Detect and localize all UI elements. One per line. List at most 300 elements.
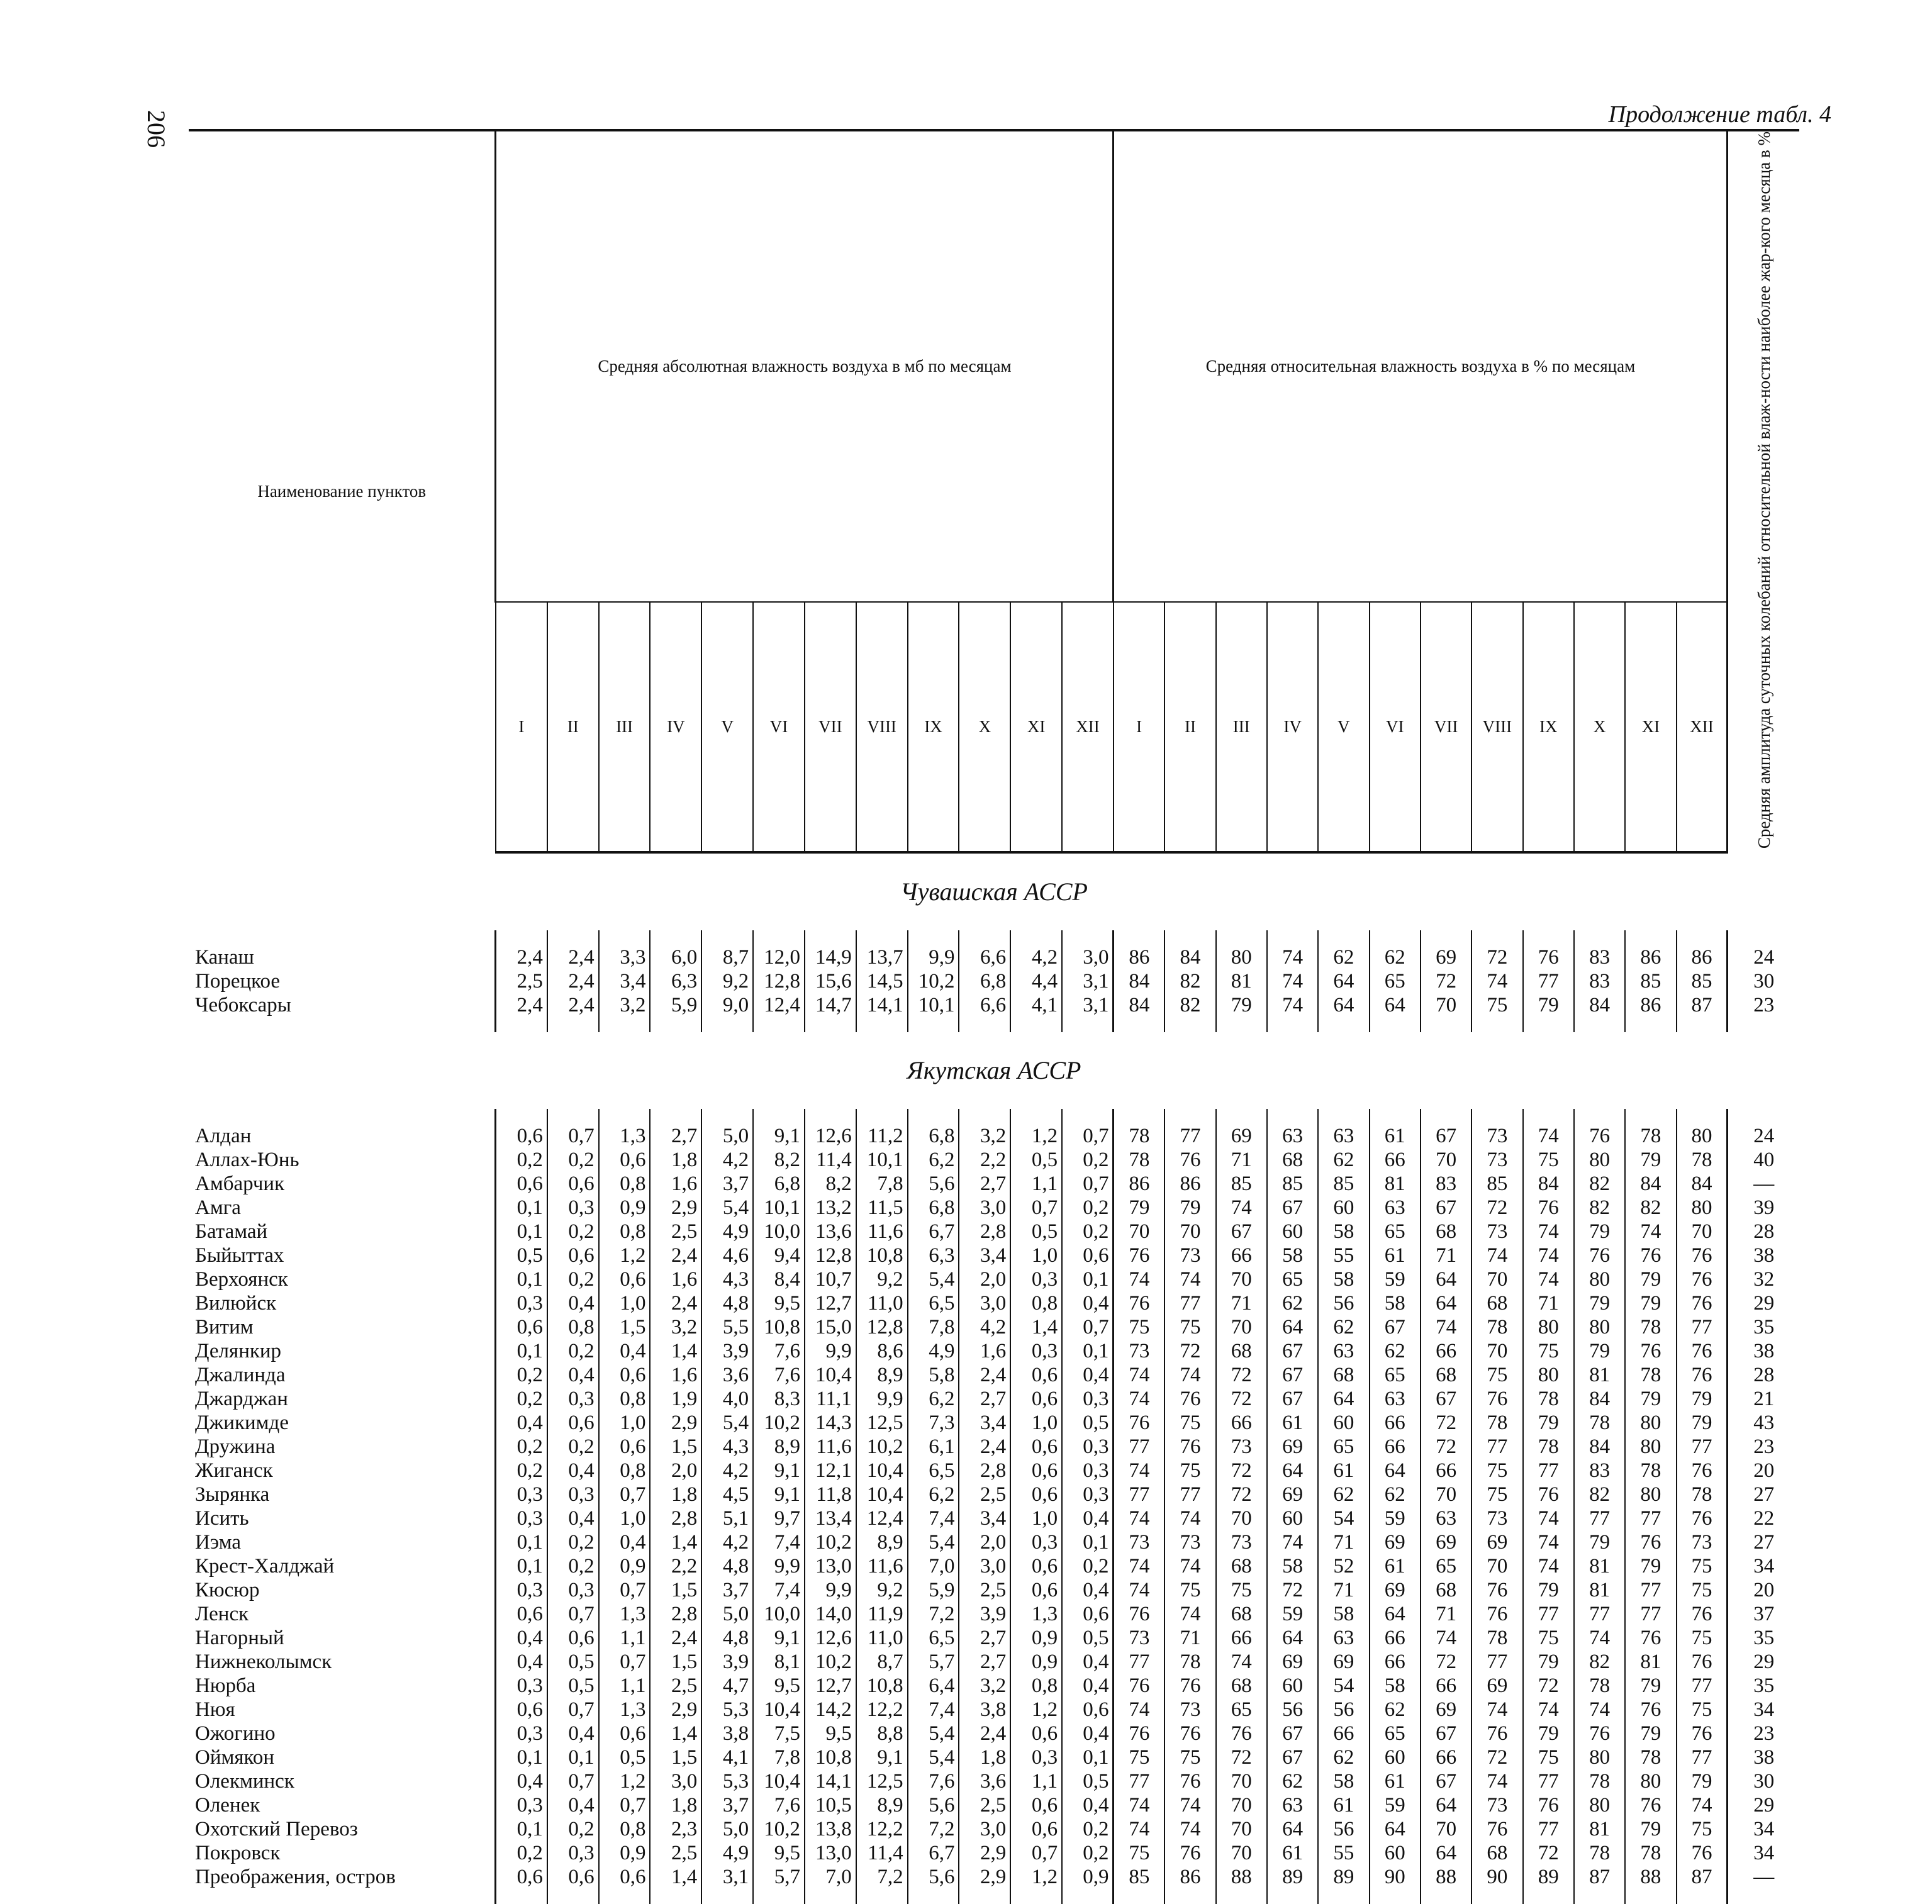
station-name: Иэма bbox=[195, 1530, 242, 1554]
rel-humidity-cell: 52 bbox=[1318, 1554, 1369, 1578]
rel-humidity-cell: 86 bbox=[1164, 1865, 1215, 1889]
abs-humidity-cell: 1,4 bbox=[1010, 1315, 1062, 1339]
rel-humidity-cell: 62 bbox=[1318, 1148, 1369, 1172]
abs-humidity-cell: 0,6 bbox=[1010, 1387, 1062, 1411]
abs-humidity-cell: 0,2 bbox=[496, 1459, 547, 1483]
table-row bbox=[189, 1411, 1799, 1435]
rel-humidity-cell: 77 bbox=[1114, 1435, 1164, 1459]
abs-humidity-cell: 9,1 bbox=[856, 1745, 908, 1769]
rel-humidity-cell: 73 bbox=[1471, 1124, 1522, 1148]
abs-humidity-cell: 0,5 bbox=[496, 1244, 547, 1267]
abs-humidity-cell: 0,6 bbox=[496, 1172, 547, 1196]
rel-humidity-cell: 71 bbox=[1421, 1244, 1471, 1267]
abs-humidity-cell: 8,9 bbox=[856, 1363, 908, 1387]
rel-humidity-cell: 59 bbox=[1370, 1793, 1421, 1817]
abs-humidity-cell: 7,2 bbox=[908, 1817, 959, 1841]
abs-humidity-cell: 6,7 bbox=[908, 1220, 959, 1244]
rel-humidity-cell: 76 bbox=[1523, 1793, 1574, 1817]
rel-humidity-cell: 76 bbox=[1677, 1841, 1728, 1865]
rel-humidity-cell: 82 bbox=[1574, 1483, 1625, 1506]
abs-humidity-cell: 1,8 bbox=[650, 1148, 701, 1172]
abs-humidity-cell: 1,8 bbox=[959, 1745, 1010, 1769]
abs-humidity-cell: 0,6 bbox=[1062, 1602, 1114, 1626]
rel-humidity-cell: 78 bbox=[1625, 1315, 1676, 1339]
table-row bbox=[189, 1698, 1799, 1722]
abs-humidity-cell: 4,2 bbox=[701, 1530, 753, 1554]
rel-humidity-cell: 85 bbox=[1677, 969, 1728, 993]
rel-humidity-cell: 66 bbox=[1421, 1339, 1471, 1363]
station-name: Аллах-Юнь bbox=[195, 1148, 299, 1171]
rel-humidity-cell: 64 bbox=[1421, 1291, 1471, 1315]
rel-humidity-cell: 79 bbox=[1523, 1722, 1574, 1745]
rel-humidity-cell: 72 bbox=[1216, 1459, 1267, 1483]
rel-humidity-cell: 63 bbox=[1318, 1124, 1369, 1148]
rel-humidity-cell: 85 bbox=[1471, 1172, 1522, 1196]
amplitude-cell: 40 bbox=[1728, 1148, 1799, 1172]
abs-humidity-cell: 0,2 bbox=[1062, 1817, 1114, 1841]
abs-humidity-cell: 0,9 bbox=[1062, 1865, 1114, 1889]
rel-humidity-cell: 56 bbox=[1318, 1698, 1369, 1722]
abs-humidity-cell: 6,2 bbox=[908, 1387, 959, 1411]
rel-humidity-cell: 79 bbox=[1574, 1220, 1625, 1244]
abs-humidity-cell: 1,0 bbox=[1010, 1411, 1062, 1435]
abs-humidity-cell: 1,5 bbox=[650, 1578, 701, 1602]
abs-humidity-cell: 1,2 bbox=[599, 1769, 651, 1793]
abs-humidity-cell: 0,4 bbox=[1062, 1674, 1114, 1698]
abs-humidity-cell: 3,2 bbox=[959, 1674, 1010, 1698]
rel-humidity-cell: 78 bbox=[1625, 1124, 1676, 1148]
rel-humidity-cell: 66 bbox=[1216, 1244, 1267, 1267]
abs-humidity-cell: 6,5 bbox=[908, 1626, 959, 1650]
rel-humidity-cell: 68 bbox=[1216, 1554, 1267, 1578]
abs-humidity-cell: 1,3 bbox=[599, 1698, 651, 1722]
abs-humidity-cell: 0,6 bbox=[599, 1435, 651, 1459]
rel-humidity-cell: 85 bbox=[1318, 1172, 1369, 1196]
abs-humidity-cell: 0,2 bbox=[547, 1554, 599, 1578]
rel-humidity-cell: 63 bbox=[1318, 1339, 1369, 1363]
rel-humidity-cell: 61 bbox=[1267, 1841, 1318, 1865]
table-row bbox=[189, 1626, 1799, 1650]
rel-humidity-cell: 60 bbox=[1370, 1745, 1421, 1769]
rel-humidity-cell: 70 bbox=[1216, 1267, 1267, 1291]
amplitude-cell: 28 bbox=[1728, 1220, 1799, 1244]
abs-humidity-cell: 7,4 bbox=[908, 1506, 959, 1530]
abs-humidity-cell: 4,9 bbox=[701, 1841, 753, 1865]
abs-humidity-cell: 12,8 bbox=[856, 1315, 908, 1339]
rel-humidity-cell: 69 bbox=[1421, 1530, 1471, 1554]
rel-humidity-cell: 74 bbox=[1523, 1698, 1574, 1722]
abs-humidity-cell: 1,6 bbox=[959, 1339, 1010, 1363]
rel-humidity-cell: 73 bbox=[1164, 1244, 1215, 1267]
abs-humidity-cell: 1,6 bbox=[650, 1267, 701, 1291]
abs-humidity-cell: 9,5 bbox=[753, 1841, 805, 1865]
rel-humidity-cell: 76 bbox=[1574, 1722, 1625, 1745]
abs-humidity-cell: 1,6 bbox=[650, 1172, 701, 1196]
abs-humidity-cell: 0,5 bbox=[1062, 1411, 1114, 1435]
abs-humidity-cell: 15,0 bbox=[805, 1315, 856, 1339]
rel-humidity-cell: 64 bbox=[1267, 1315, 1318, 1339]
rel-humidity-cell: 71 bbox=[1523, 1291, 1574, 1315]
rel-humidity-cell: 86 bbox=[1625, 945, 1676, 969]
abs-humidity-cell: 0,1 bbox=[496, 1267, 547, 1291]
abs-humidity-cell: 2,7 bbox=[959, 1626, 1010, 1650]
abs-humidity-cell: 0,8 bbox=[599, 1817, 651, 1841]
rel-humidity-cell: 84 bbox=[1114, 993, 1164, 1017]
rel-humidity-cell: 69 bbox=[1421, 1698, 1471, 1722]
abs-humidity-cell: 6,2 bbox=[908, 1483, 959, 1506]
abs-humidity-cell: 7,6 bbox=[753, 1363, 805, 1387]
rel-humidity-cell: 63 bbox=[1421, 1506, 1471, 1530]
rel-humidity-cell: 72 bbox=[1267, 1578, 1318, 1602]
abs-humidity-cell: 2,5 bbox=[650, 1220, 701, 1244]
rel-humidity-cell: 78 bbox=[1574, 1674, 1625, 1698]
rel-humidity-cell: 58 bbox=[1370, 1674, 1421, 1698]
rel-humidity-cell: 60 bbox=[1318, 1411, 1369, 1435]
abs-month-header: XII bbox=[1062, 602, 1114, 852]
rel-humidity-cell: 81 bbox=[1574, 1578, 1625, 1602]
rel-humidity-cell: 76 bbox=[1471, 1387, 1522, 1411]
abs-humidity-cell: 0,1 bbox=[496, 1196, 547, 1220]
abs-humidity-cell: 2,0 bbox=[959, 1267, 1010, 1291]
abs-humidity-cell: 2,0 bbox=[959, 1530, 1010, 1554]
abs-humidity-cell: 0,9 bbox=[599, 1196, 651, 1220]
abs-humidity-cell: 10,2 bbox=[805, 1530, 856, 1554]
table-row bbox=[189, 1291, 1799, 1315]
abs-humidity-cell: 7,8 bbox=[908, 1315, 959, 1339]
abs-humidity-cell: 10,8 bbox=[856, 1244, 908, 1267]
abs-humidity-cell: 12,6 bbox=[805, 1124, 856, 1148]
abs-humidity-cell: 8,3 bbox=[753, 1387, 805, 1411]
abs-humidity-cell: 2,8 bbox=[959, 1220, 1010, 1244]
rel-humidity-cell: 77 bbox=[1523, 1602, 1574, 1626]
table-row bbox=[189, 1769, 1799, 1793]
abs-humidity-cell: 10,5 bbox=[805, 1793, 856, 1817]
abs-humidity-cell: 0,4 bbox=[547, 1459, 599, 1483]
abs-humidity-cell: 11,6 bbox=[805, 1435, 856, 1459]
abs-humidity-cell: 0,2 bbox=[496, 1841, 547, 1865]
abs-humidity-cell: 2,8 bbox=[959, 1459, 1010, 1483]
rel-month-header: III bbox=[1216, 602, 1267, 852]
rel-humidity-cell: 84 bbox=[1677, 1172, 1728, 1196]
abs-humidity-cell: 0,7 bbox=[599, 1483, 651, 1506]
rel-humidity-cell: 71 bbox=[1318, 1530, 1369, 1554]
abs-humidity-cell: 2,7 bbox=[959, 1650, 1010, 1674]
rel-humidity-cell: 67 bbox=[1421, 1769, 1471, 1793]
abs-humidity-cell: 0,3 bbox=[496, 1578, 547, 1602]
abs-humidity-cell: 5,5 bbox=[701, 1315, 753, 1339]
rel-humidity-cell: 72 bbox=[1216, 1363, 1267, 1387]
rel-humidity-cell: 58 bbox=[1318, 1220, 1369, 1244]
rel-humidity-cell: 60 bbox=[1370, 1841, 1421, 1865]
abs-humidity-cell: 0,5 bbox=[547, 1674, 599, 1698]
station-name: Ожогино bbox=[195, 1722, 276, 1745]
rel-humidity-cell: 62 bbox=[1370, 1698, 1421, 1722]
abs-month-header: VIII bbox=[856, 602, 908, 852]
abs-humidity-cell: 2,7 bbox=[650, 1124, 701, 1148]
amplitude-cell: 34 bbox=[1728, 1841, 1799, 1865]
abs-humidity-cell: 6,8 bbox=[753, 1172, 805, 1196]
abs-humidity-cell: 11,5 bbox=[856, 1196, 908, 1220]
rel-humidity-cell: 64 bbox=[1267, 1817, 1318, 1841]
abs-humidity-cell: 2,9 bbox=[650, 1196, 701, 1220]
rel-humidity-cell: 62 bbox=[1370, 1483, 1421, 1506]
rel-humidity-cell: 60 bbox=[1267, 1506, 1318, 1530]
abs-humidity-cell: 2,8 bbox=[650, 1602, 701, 1626]
abs-humidity-cell: 0,8 bbox=[547, 1315, 599, 1339]
amplitude-cell: 21 bbox=[1728, 1387, 1799, 1411]
abs-humidity-cell: 1,1 bbox=[599, 1626, 651, 1650]
rel-humidity-cell: 74 bbox=[1114, 1267, 1164, 1291]
abs-humidity-cell: 0,7 bbox=[1062, 1172, 1114, 1196]
table-row bbox=[189, 1387, 1799, 1411]
abs-humidity-cell: 1,2 bbox=[1010, 1865, 1062, 1889]
rel-humidity-cell: 66 bbox=[1370, 1626, 1421, 1650]
rel-humidity-cell: 79 bbox=[1625, 1554, 1676, 1578]
abs-humidity-cell: 8,9 bbox=[856, 1530, 908, 1554]
rel-humidity-cell: 77 bbox=[1677, 1674, 1728, 1698]
table-row bbox=[189, 1554, 1799, 1578]
rel-humidity-cell: 78 bbox=[1114, 1148, 1164, 1172]
abs-humidity-cell: 0,3 bbox=[496, 1506, 547, 1530]
abs-humidity-cell: 10,4 bbox=[805, 1363, 856, 1387]
rel-humidity-cell: 78 bbox=[1523, 1435, 1574, 1459]
amplitude-cell: 23 bbox=[1728, 1722, 1799, 1745]
abs-humidity-cell: 6,3 bbox=[908, 1244, 959, 1267]
abs-humidity-cell: 1,2 bbox=[1010, 1124, 1062, 1148]
rel-humidity-cell: 78 bbox=[1471, 1411, 1522, 1435]
abs-humidity-cell: 5,3 bbox=[701, 1769, 753, 1793]
abs-humidity-cell: 2,4 bbox=[650, 1291, 701, 1315]
rel-humidity-cell: 88 bbox=[1625, 1865, 1676, 1889]
amplitude-cell: 24 bbox=[1728, 945, 1799, 969]
abs-humidity-cell: 4,8 bbox=[701, 1626, 753, 1650]
rel-humidity-cell: 76 bbox=[1625, 1626, 1676, 1650]
rel-humidity-cell: 76 bbox=[1625, 1339, 1676, 1363]
abs-humidity-cell: 3,2 bbox=[650, 1315, 701, 1339]
rel-humidity-cell: 74 bbox=[1471, 1244, 1522, 1267]
rel-humidity-cell: 74 bbox=[1164, 1793, 1215, 1817]
rel-humidity-cell: 74 bbox=[1471, 969, 1522, 993]
rel-humidity-cell: 67 bbox=[1267, 1745, 1318, 1769]
rel-humidity-cell: 75 bbox=[1164, 1459, 1215, 1483]
rel-humidity-cell: 79 bbox=[1625, 1674, 1676, 1698]
table-row bbox=[189, 1506, 1799, 1530]
abs-humidity-cell: 8,9 bbox=[856, 1793, 908, 1817]
rel-humidity-cell: 68 bbox=[1421, 1578, 1471, 1602]
rel-humidity-cell: 73 bbox=[1471, 1220, 1522, 1244]
rel-humidity-cell: 78 bbox=[1625, 1363, 1676, 1387]
rel-humidity-cell: 87 bbox=[1677, 1865, 1728, 1889]
abs-humidity-cell: 6,1 bbox=[908, 1435, 959, 1459]
rel-humidity-cell: 75 bbox=[1164, 1411, 1215, 1435]
rel-humidity-cell: 73 bbox=[1471, 1793, 1522, 1817]
rel-humidity-cell: 80 bbox=[1625, 1483, 1676, 1506]
abs-humidity-cell: 13,7 bbox=[856, 945, 908, 969]
rel-humidity-cell: 84 bbox=[1574, 1435, 1625, 1459]
abs-humidity-cell: 0,3 bbox=[496, 1793, 547, 1817]
rel-humidity-cell: 74 bbox=[1421, 1315, 1471, 1339]
rel-humidity-cell: 61 bbox=[1370, 1244, 1421, 1267]
rel-humidity-cell: 62 bbox=[1318, 945, 1369, 969]
rel-humidity-cell: 74 bbox=[1523, 1124, 1574, 1148]
abs-humidity-cell: 4,7 bbox=[701, 1674, 753, 1698]
abs-month-header: II bbox=[547, 602, 599, 852]
rel-humidity-cell: 70 bbox=[1421, 1817, 1471, 1841]
rel-humidity-cell: 75 bbox=[1677, 1817, 1728, 1841]
abs-humidity-cell: 5,0 bbox=[701, 1817, 753, 1841]
rel-humidity-cell: 85 bbox=[1267, 1172, 1318, 1196]
abs-humidity-cell: 11,6 bbox=[856, 1220, 908, 1244]
amplitude-cell: 24 bbox=[1728, 1124, 1799, 1148]
table-row bbox=[189, 1124, 1799, 1148]
rel-humidity-cell: 70 bbox=[1216, 1841, 1267, 1865]
rel-humidity-cell: 75 bbox=[1216, 1578, 1267, 1602]
abs-humidity-cell: 0,3 bbox=[1062, 1387, 1114, 1411]
abs-humidity-cell: 5,9 bbox=[908, 1578, 959, 1602]
abs-humidity-cell: 7,8 bbox=[753, 1745, 805, 1769]
rel-humidity-cell: 64 bbox=[1318, 1387, 1369, 1411]
rel-humidity-cell: 56 bbox=[1318, 1291, 1369, 1315]
header-amplitude bbox=[1728, 130, 1799, 852]
abs-humidity-cell: 8,1 bbox=[753, 1650, 805, 1674]
header-name-column: Наименование пунктов bbox=[189, 130, 496, 852]
rel-humidity-cell: 77 bbox=[1114, 1483, 1164, 1506]
abs-humidity-cell: 0,3 bbox=[1010, 1267, 1062, 1291]
abs-humidity-cell: 0,7 bbox=[599, 1793, 651, 1817]
rel-humidity-cell: 64 bbox=[1421, 1841, 1471, 1865]
station-name: Джалинда bbox=[195, 1363, 286, 1386]
rel-humidity-cell: 61 bbox=[1370, 1124, 1421, 1148]
amplitude-cell: 29 bbox=[1728, 1650, 1799, 1674]
rel-humidity-cell: 77 bbox=[1471, 1650, 1522, 1674]
rel-humidity-cell: 69 bbox=[1421, 945, 1471, 969]
table-row bbox=[189, 1578, 1799, 1602]
table-row bbox=[189, 1339, 1799, 1363]
abs-humidity-cell: 7,8 bbox=[856, 1172, 908, 1196]
abs-humidity-cell: 0,6 bbox=[1010, 1459, 1062, 1483]
rel-humidity-cell: 74 bbox=[1267, 945, 1318, 969]
abs-humidity-cell: 5,6 bbox=[908, 1793, 959, 1817]
station-name: Нижнеколымск bbox=[195, 1650, 332, 1673]
rel-humidity-cell: 63 bbox=[1318, 1626, 1369, 1650]
abs-humidity-cell: 10,2 bbox=[753, 1411, 805, 1435]
abs-humidity-cell: 10,4 bbox=[753, 1769, 805, 1793]
rel-humidity-cell: 76 bbox=[1164, 1841, 1215, 1865]
abs-humidity-cell: 0,4 bbox=[599, 1530, 651, 1554]
rel-humidity-cell: 81 bbox=[1574, 1817, 1625, 1841]
abs-humidity-cell: 0,1 bbox=[496, 1530, 547, 1554]
abs-humidity-cell: 13,4 bbox=[805, 1506, 856, 1530]
abs-month-header: XI bbox=[1010, 602, 1062, 852]
rel-humidity-cell: 86 bbox=[1114, 945, 1164, 969]
abs-humidity-cell: 11,0 bbox=[856, 1291, 908, 1315]
rel-humidity-cell: 74 bbox=[1625, 1220, 1676, 1244]
rel-humidity-cell: 69 bbox=[1471, 1530, 1522, 1554]
rel-month-header: VIII bbox=[1471, 602, 1522, 852]
abs-humidity-cell: 14,2 bbox=[805, 1698, 856, 1722]
abs-humidity-cell: 0,5 bbox=[599, 1745, 651, 1769]
table-row bbox=[189, 1722, 1799, 1745]
abs-humidity-cell: 8,2 bbox=[805, 1172, 856, 1196]
abs-humidity-cell: 14,1 bbox=[856, 993, 908, 1017]
abs-humidity-cell: 13,0 bbox=[805, 1841, 856, 1865]
rel-humidity-cell: 75 bbox=[1523, 1745, 1574, 1769]
abs-humidity-cell: 0,6 bbox=[599, 1722, 651, 1745]
abs-humidity-cell: 5,9 bbox=[650, 993, 701, 1017]
station-name: Нюрба bbox=[195, 1674, 256, 1697]
rel-humidity-cell: 74 bbox=[1523, 1554, 1574, 1578]
rel-humidity-cell: 84 bbox=[1114, 969, 1164, 993]
rel-humidity-cell: 67 bbox=[1421, 1387, 1471, 1411]
abs-humidity-cell: 1,3 bbox=[599, 1124, 651, 1148]
abs-humidity-cell: 0,4 bbox=[496, 1769, 547, 1793]
abs-humidity-cell: 10,1 bbox=[908, 993, 959, 1017]
abs-humidity-cell: 6,5 bbox=[908, 1459, 959, 1483]
rel-humidity-cell: 65 bbox=[1370, 1220, 1421, 1244]
table-row bbox=[189, 1483, 1799, 1506]
abs-humidity-cell: 0,2 bbox=[547, 1220, 599, 1244]
abs-humidity-cell: 10,1 bbox=[856, 1148, 908, 1172]
rel-humidity-cell: 79 bbox=[1523, 1650, 1574, 1674]
rel-humidity-cell: 80 bbox=[1625, 1769, 1676, 1793]
abs-humidity-cell: 1,5 bbox=[650, 1745, 701, 1769]
abs-humidity-cell: 3,1 bbox=[1062, 993, 1114, 1017]
abs-humidity-cell: 0,7 bbox=[1010, 1196, 1062, 1220]
abs-humidity-cell: 0,3 bbox=[547, 1387, 599, 1411]
rel-humidity-cell: 67 bbox=[1267, 1363, 1318, 1387]
table-row bbox=[189, 1435, 1799, 1459]
table-row bbox=[189, 1841, 1799, 1865]
station-name: Олекминск bbox=[195, 1769, 294, 1793]
abs-humidity-cell: 12,4 bbox=[856, 1506, 908, 1530]
station-name: Покровск bbox=[195, 1841, 281, 1864]
abs-humidity-cell: 4,2 bbox=[1010, 945, 1062, 969]
rel-humidity-cell: 76 bbox=[1574, 1124, 1625, 1148]
rel-humidity-cell: 77 bbox=[1625, 1578, 1676, 1602]
rel-humidity-cell: 77 bbox=[1625, 1506, 1676, 1530]
rel-humidity-cell: 54 bbox=[1318, 1674, 1369, 1698]
abs-humidity-cell: 4,2 bbox=[701, 1459, 753, 1483]
rel-humidity-cell: 79 bbox=[1677, 1411, 1728, 1435]
abs-humidity-cell: 11,9 bbox=[856, 1602, 908, 1626]
rel-humidity-cell: 66 bbox=[1370, 1148, 1421, 1172]
abs-humidity-cell: 5,4 bbox=[701, 1411, 753, 1435]
abs-humidity-cell: 1,4 bbox=[650, 1530, 701, 1554]
rel-humidity-cell: 76 bbox=[1164, 1769, 1215, 1793]
abs-humidity-cell: 2,7 bbox=[959, 1172, 1010, 1196]
station-name: Порецкое bbox=[195, 969, 281, 993]
abs-humidity-cell: 3,2 bbox=[959, 1124, 1010, 1148]
abs-humidity-cell: 8,7 bbox=[701, 945, 753, 969]
rel-humidity-cell: 76 bbox=[1164, 1674, 1215, 1698]
abs-humidity-cell: 4,3 bbox=[701, 1267, 753, 1291]
rel-humidity-cell: 71 bbox=[1216, 1148, 1267, 1172]
abs-humidity-cell: 5,8 bbox=[908, 1363, 959, 1387]
abs-humidity-cell: 7,6 bbox=[908, 1769, 959, 1793]
rel-humidity-cell: 74 bbox=[1216, 1196, 1267, 1220]
rel-humidity-cell: 75 bbox=[1677, 1626, 1728, 1650]
abs-humidity-cell: 3,0 bbox=[959, 1291, 1010, 1315]
abs-humidity-cell: 11,1 bbox=[805, 1387, 856, 1411]
amplitude-cell: 37 bbox=[1728, 1602, 1799, 1626]
abs-humidity-cell: 9,9 bbox=[805, 1578, 856, 1602]
rel-humidity-cell: 71 bbox=[1164, 1626, 1215, 1650]
abs-humidity-cell: 10,2 bbox=[908, 969, 959, 993]
abs-humidity-cell: 9,1 bbox=[753, 1626, 805, 1650]
rel-humidity-cell: 70 bbox=[1677, 1220, 1728, 1244]
abs-humidity-cell: 2,9 bbox=[650, 1411, 701, 1435]
rel-humidity-cell: 73 bbox=[1114, 1339, 1164, 1363]
